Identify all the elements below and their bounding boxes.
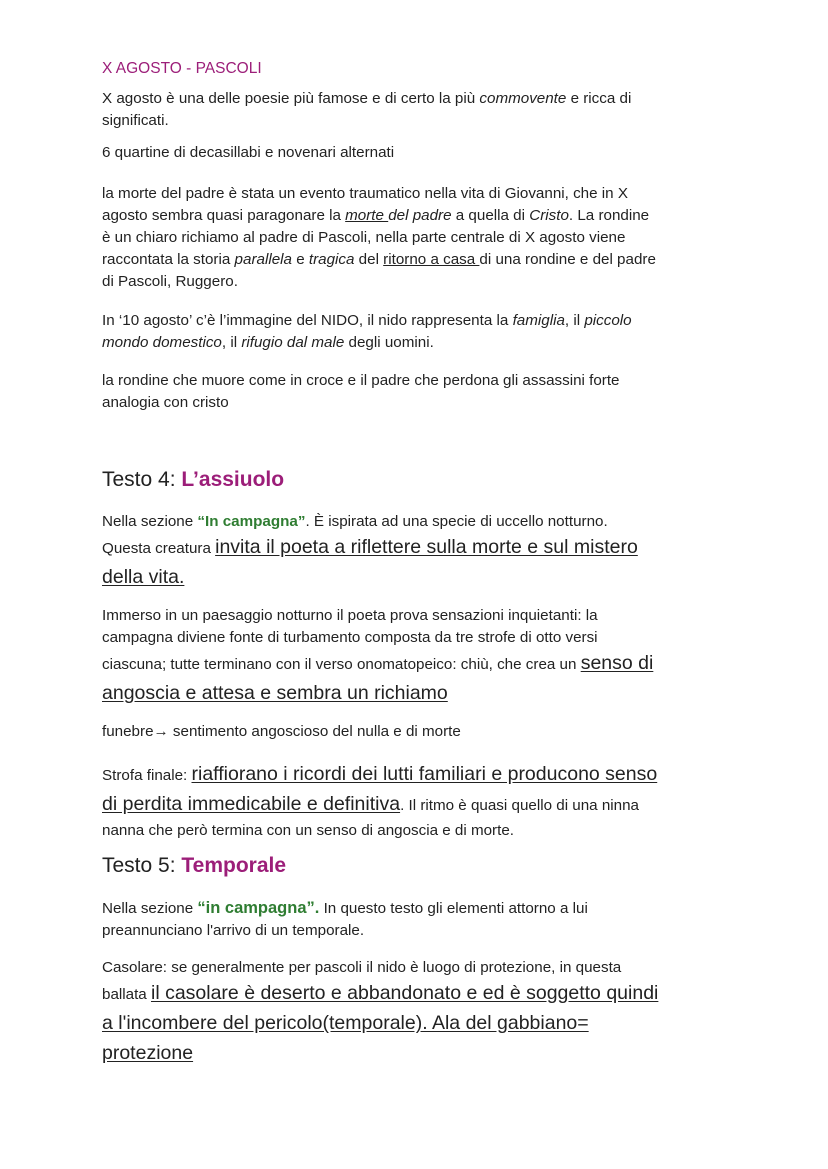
death-line-4c: e — [291, 251, 309, 268]
heading-testo-5 — [102, 852, 742, 880]
testo4-strofa-finale: Strofa finale: — [102, 767, 192, 784]
nido-mondo: mondo domestico — [102, 334, 222, 351]
death-del-padre: del padre — [388, 207, 452, 224]
death-line-2f: . La rondine — [568, 207, 650, 224]
testo4-angoscia: angoscia e attesa e sembra un richiamo — [102, 682, 448, 704]
nido-line-1a: In ‘10 agosto’ c’è l’immagine del NIDO, il nido rappresenta la — [102, 312, 513, 329]
death-line-1: la morte del padre è stata un evento traumatico nella vita di Giovanni, che in X — [102, 185, 628, 202]
testo5-paragraph-1 — [102, 897, 742, 942]
testo4-in-campagna: “In campagna” — [197, 513, 306, 530]
death-paragraph — [102, 183, 742, 293]
death-line-3: è un chiaro richiamo al padre di Pascoli, nella parte centrale di X agosto viene — [102, 229, 626, 246]
nido-line-2d: degli uomini. — [344, 334, 434, 351]
testo5-incombere: a l'incombere del pericolo(temporale). Ala del gabbiano= — [102, 1012, 589, 1034]
death-line-4a: raccontata la storia — [102, 251, 235, 268]
nido-piccolo: piccolo — [584, 312, 632, 329]
death-tragica: tragica — [308, 251, 355, 268]
testo5-label: Testo 5: — [102, 854, 182, 877]
testo4-invita: invita il poeta a riflettere sulla morte e sul mistero — [215, 536, 638, 558]
testo4-s1c: . È ispirata ad una specie di uccello notturno. — [305, 513, 608, 530]
death-line-5: di Pascoli, Ruggero. — [102, 273, 238, 290]
death-line-2a: agosto sembra quasi paragonare la — [102, 207, 346, 224]
death-line-4g: di una rondine e del padre — [479, 251, 656, 268]
testo5-s1c: In questo testo gli elementi attorno a lui — [319, 900, 588, 917]
intro-line-2: significati. — [102, 112, 169, 129]
testo4-paragraph-3: funebre→ sentimento angoscioso del nulla e di morte — [102, 723, 461, 740]
testo4-p2-line-1: Immerso in un paesaggio notturno il poeta prova sensazioni inquietanti: la — [102, 607, 598, 624]
intro-paragraph — [102, 88, 742, 132]
death-line-4e: del — [354, 251, 384, 268]
death-cristo: Cristo — [529, 207, 569, 224]
testo5-casolare: il casolare è deserto e abbandonato e ed è soggetto quindi — [150, 982, 659, 1004]
intro-text-c: e ricca di — [566, 90, 632, 107]
testo5-p2-line-1: Casolare: se generalmente per pascoli il nido è luogo di protezione, in questa — [102, 959, 622, 976]
nido-paragraph — [102, 310, 742, 354]
nido-rifugio: rifugio dal male — [241, 334, 345, 351]
rondine-line-2: analogia con cristo — [102, 394, 229, 411]
testo5-in-campagna: “in campagna”. — [197, 899, 320, 917]
rondine-paragraph — [102, 370, 742, 414]
testo5-name: Temporale — [181, 854, 287, 877]
death-morte: morte — [345, 207, 389, 224]
testo4-paragraph-4 — [102, 760, 742, 842]
death-line-2d: a quella di — [451, 207, 530, 224]
intro-text-a: X agosto è una delle poesie più famose e di certo la più — [102, 90, 480, 107]
testo4-s2a: Questa creatura — [102, 540, 216, 557]
testo4-della-vita: della vita. — [102, 566, 185, 588]
testo4-riaffiorano: riaffiorano i ricordi dei lutti familiari e producono senso — [191, 763, 658, 785]
nido-line-1c: , il — [564, 312, 585, 329]
testo4-senso-di: senso di — [580, 652, 654, 674]
testo4-p2-line-3a: ciascuna; tutte terminano con il verso onomatopeico: chiù, che crea un — [102, 656, 581, 673]
testo5-ballata: ballata — [102, 986, 151, 1003]
testo4-paragraph-1 — [102, 511, 742, 593]
nido-line-2b: , il — [221, 334, 242, 351]
testo5-protezione: protezione — [102, 1042, 194, 1064]
rondine-line-1: la rondine che muore come in croce e il padre che perdona gli assassini forte — [102, 372, 620, 389]
intro-emphasis: commovente — [479, 90, 567, 107]
testo4-label: Testo 4: — [102, 468, 182, 491]
testo4-p2-line-2: campagna diviene fonte di turbamento composta da tre strofe di otto versi — [102, 629, 598, 646]
testo4-p4-line-3: nanna che però termina con un senso di angoscia e di morte. — [102, 822, 515, 839]
meter-paragraph: 6 quartine di decasillabi e novenari alternati — [102, 144, 395, 161]
testo4-s1a: Nella sezione — [102, 513, 198, 530]
page-title: X AGOSTO - PASCOLI — [102, 60, 262, 77]
testo4-perdita: di perdita immedicabile e definitiva — [102, 793, 401, 815]
testo4-paragraph-2 — [102, 605, 742, 709]
death-ritorno: ritorno a casa — [383, 251, 480, 268]
testo5-line-2: preannunciano l'arrivo di un temporale. — [102, 922, 365, 939]
testo4-ritmo: . Il ritmo è quasi quello di una ninna — [400, 797, 640, 814]
death-parallela: parallela — [234, 251, 292, 268]
testo4-name: L’assiuolo — [181, 468, 285, 491]
nido-famiglia: famiglia — [512, 312, 565, 329]
testo5-paragraph-2 — [102, 957, 742, 1069]
testo5-s1a: Nella sezione — [102, 900, 198, 917]
heading-testo-4 — [102, 466, 742, 494]
